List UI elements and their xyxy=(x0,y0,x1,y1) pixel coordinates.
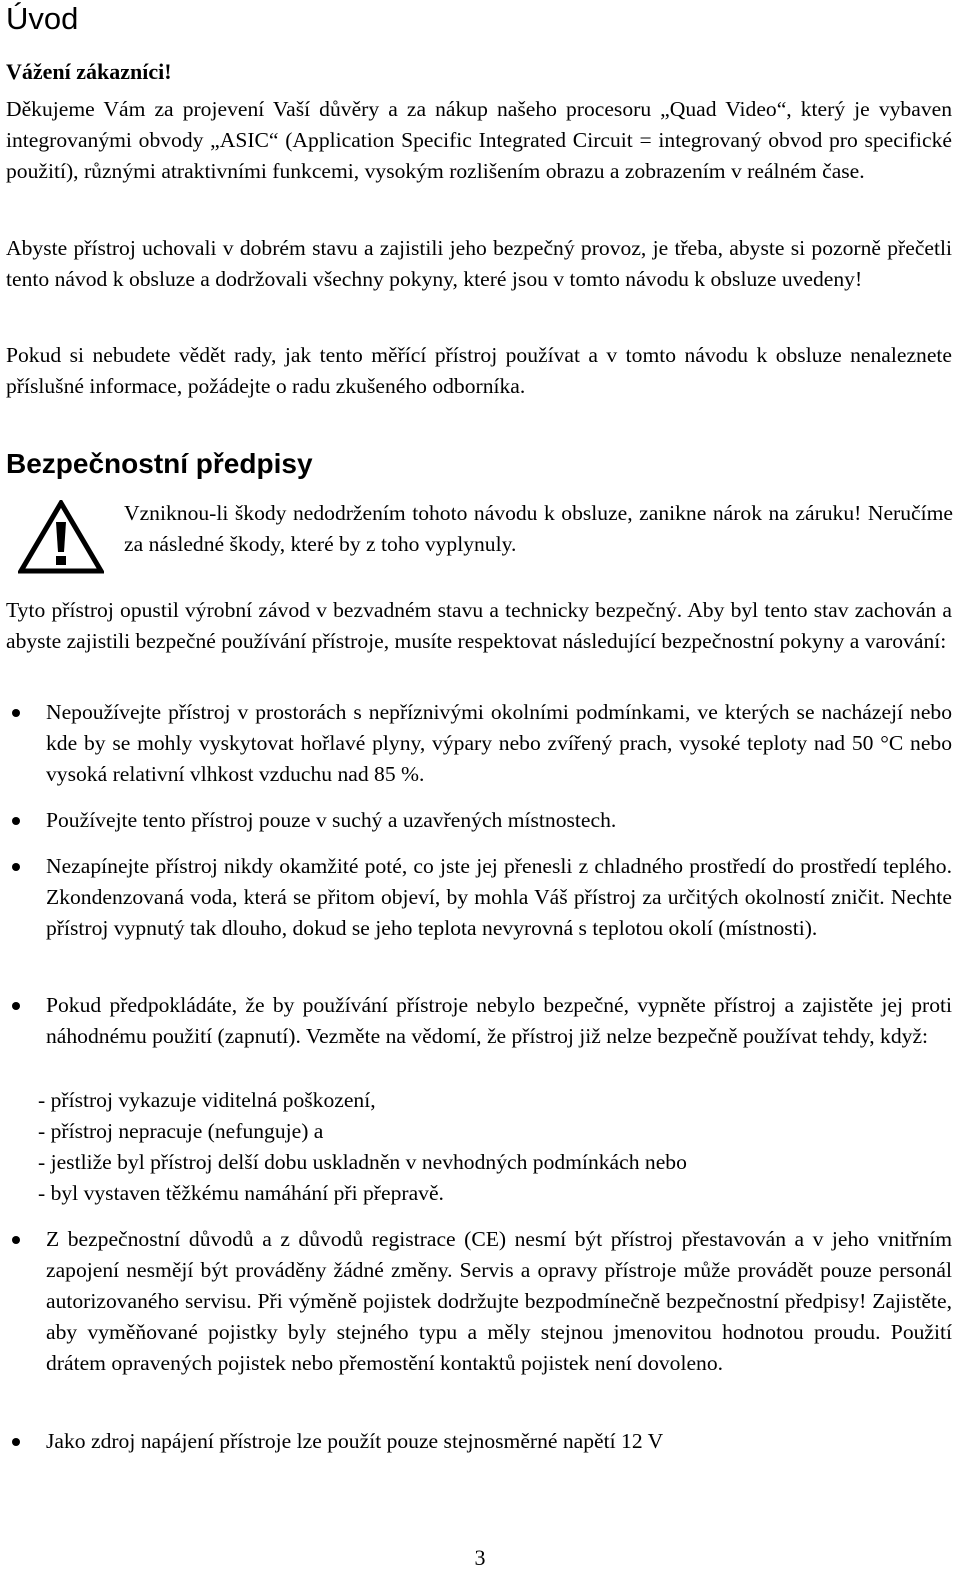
greeting: Vážení zákazníci! xyxy=(6,59,172,84)
page-title: Úvod xyxy=(6,1,79,36)
list-item-text: Jako zdroj napájení přístroje lze použít pouze stejnosměrné napětí 12 V xyxy=(46,1429,664,1453)
safety-lead-paragraph: Tyto přístroj opustil výrobní závod v bezvadném stavu a technicky bezpečný. Aby byl tento stav zachován a abyste zajistili bezpečné používání přístroje, musíte respektovat následující bezpečnostní pokyny a varování: xyxy=(6,598,952,653)
warning-triangle-icon xyxy=(18,500,104,574)
intro-paragraph-1: Děkujeme Vám za projevení Vaší důvěry a za nákup našeho procesoru „Quad Video“, který je vybaven integrovanými obvody „ASIC“ (Application Specific Integrated Circuit = integrovaný obvod pro specifické použití), různými atraktivními funkcemi, vysokým rozlišením obrazu a zobrazením v reálném čase. xyxy=(6,97,952,183)
warning-block xyxy=(18,498,953,574)
list-item-text: Pokud předpokládáte, že by používání přístroje nebylo bezpečné, vypněte přístroj a zajistěte jej proti náhodnému použití (zapnutí). Vezměte na vědomí, že přístroj již nelze bezpečně používat tehdy, když: xyxy=(46,993,952,1048)
intro-paragraph-3: Pokud si nebudete vědět rady, jak tento měřící přístroj používat a v tomto návodu k obsluze nenaleznete příslušné informace, požádejte o radu zkušeného odborníka. xyxy=(6,343,952,398)
bullet-icon xyxy=(12,1236,20,1244)
list-item-text: Nepoužívejte přístroj v prostorách s nepříznivými okolními podmínkami, ve kterých se nacházejí nebo kde by se mohly vyskytovat hořlavé plyny, výpary nebo zvířený prach, vysoké teploty nad 50 °C nebo vysoká relativní vlhkost vzduchu nad 85 %. xyxy=(46,700,952,786)
condition-item: - přístroj vykazuje viditelná poškození, xyxy=(38,1088,376,1112)
bullet-icon xyxy=(12,709,20,717)
bullet-icon xyxy=(12,817,20,825)
section-heading-safety: Bezpečnostní předpisy xyxy=(6,448,313,479)
list-item-text: Používejte tento přístroj pouze v suchý a uzavřených místnostech. xyxy=(46,808,617,832)
list-item-text: Nezapínejte přístroj nikdy okamžité poté, co jste jej přenesli z chladného prostředí do prostředí teplého. Zkondenzovaná voda, která se přitom objeví, by mohla Váš přístroj za určitých okolností zničit. Nechte přístroj vypnutý tak dlouho, dokud se jeho teplota nevyrovná s teplotou okolí (místnosti). xyxy=(46,854,952,940)
condition-item: - jestliže byl přístroj delší dobu uskladněn v nevhodných podmínkách nebo xyxy=(38,1150,687,1174)
condition-item: - byl vystaven těžkému namáhání při přepravě. xyxy=(38,1181,444,1205)
condition-item: - přístroj nepracuje (nefunguje) a xyxy=(38,1119,324,1143)
page-number: 3 xyxy=(474,1545,486,1570)
bullet-icon xyxy=(12,1002,20,1010)
list-item-text: Z bezpečnostní důvodů a z důvodů registrace (CE) nesmí být přístroj přestavován a v jeho vnitřním zapojení nesmějí být prováděny žádné změny. Servis a opravy přístroje může provádět pouze personál autorizovaného servisu. Při výměně pojistek dodržujte bezpodmínečně bezpečnostní předpisy! Zajistěte, aby vyměňované pojistky byly stejného typu a měly stejnou jmenovitou hodnotou proudu. Použití drátem opravených pojistek nebo přemostění kontaktů pojistek není dovoleno. xyxy=(46,1227,952,1375)
intro-paragraph-2: Abyste přístroj uchovali v dobrém stavu a zajistili jeho bezpečný provoz, je třeba, abyste si pozorně přečetli tento návod k obsluze a dodržovali všechny pokyny, které jsou v tomto návodu k obsluze uvedeny! xyxy=(6,236,952,291)
bullet-icon xyxy=(12,1438,20,1446)
bullet-icon xyxy=(12,863,20,871)
warning-text: Vzniknou-li škody nedodržením tohoto návodu k obsluze, zanikne nárok na záruku! Neručíme za následné škody, které by z toho vyplynuly. xyxy=(124,501,953,556)
